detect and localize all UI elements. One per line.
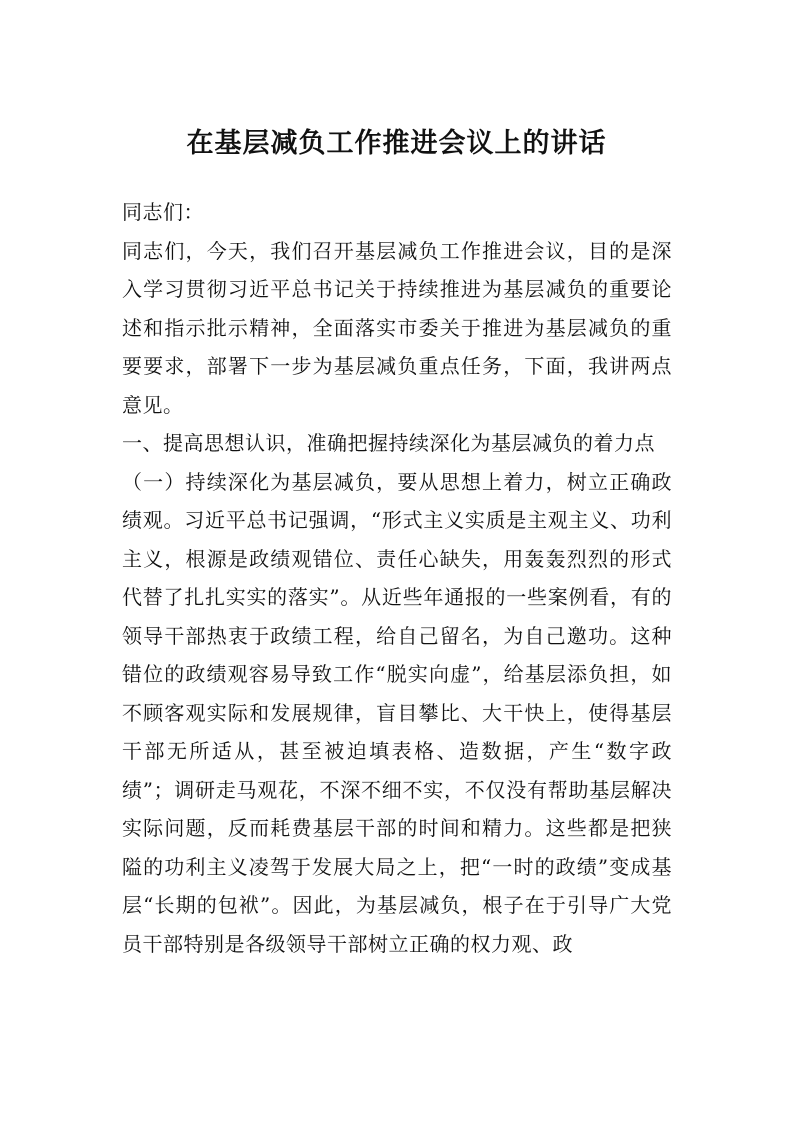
document-body (122, 193, 672, 963)
salutation: 同志们： (122, 200, 204, 224)
document-title: 在基层减负工作推进会议上的讲话 (186, 128, 607, 159)
body-paragraph: 同志们，今天，我们召开基层减负工作推进会议，目的是深入学习贯彻习近平总书记关于持续推进为基层减负的重要论述和指示批示精神，全面落实市委关于推进为基层减负的重要要求，部署下一步为基层减负重点任务，下面，我讲两点意见。 (122, 238, 672, 417)
body-paragraph: （一）持续深化为基层减负，要从思想上着力，树立正确政绩观。习近平总书记强调，“形式主义实质是主观主义、功利主义，根源是政绩观错位、责任心缺失，用轰轰烈烈的形式代替了扎扎实实的落实”。从近些年通报的一些案例看，有的领导干部热衷于政绩工程，给自己留名，为自己邀功。这种错位的政绩观容易导致工作“脱实向虚”，给基层添负担，如不顾客观实际和发展规律，盲目攀比、大干快上，使得基层干部无所适从，甚至被迫填表格、造数据，产生“数字政绩”；调研走马观花，不深不细不实，不仅没有帮助基层解决实际问题，反而耗费基层干部的时间和精力。这些都是把狭隘的功利主义凌驾于发展大局之上，把“一时的政绩”变成基层“长期的包袱”。因此，为基层减负，根子在于引导广大党员干部特别是各级领导干部树立正确的权力观、政 (122, 469, 672, 956)
section-heading: 一、提高思想认识，准确把握持续深化为基层减负的着力点 (122, 431, 655, 455)
